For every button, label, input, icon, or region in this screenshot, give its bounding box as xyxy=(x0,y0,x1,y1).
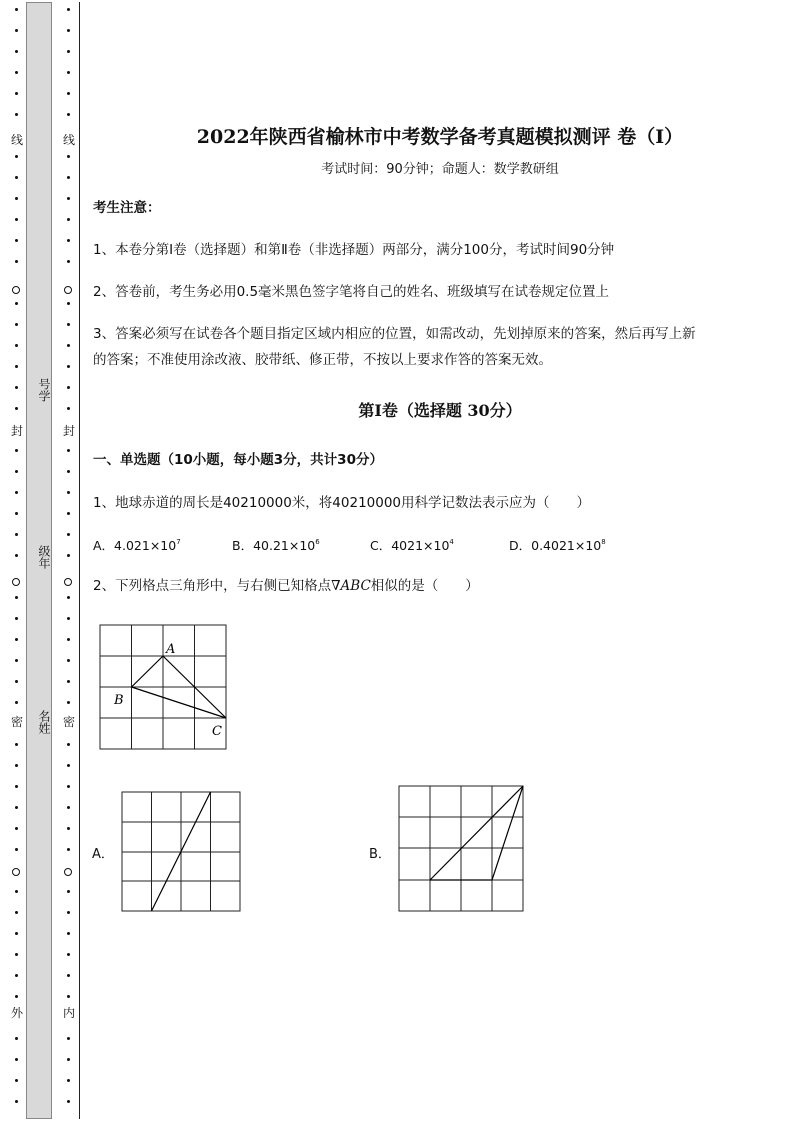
binding-dot xyxy=(15,71,18,74)
binding-dot xyxy=(67,218,70,221)
binding-dot xyxy=(15,449,18,452)
binding-dot xyxy=(67,1079,70,1082)
binding-dot xyxy=(67,1037,70,1040)
binding-line xyxy=(79,2,80,1119)
binding-dot xyxy=(15,8,18,11)
binding-dot xyxy=(67,953,70,956)
binding-dot xyxy=(67,323,70,326)
inner-char-secret: 密 xyxy=(62,715,75,729)
binding-dot xyxy=(15,29,18,32)
exam-subtitle: 考试时间：90分钟；命题人：数学教研组 xyxy=(321,162,559,177)
question-2: 2、下列格点三角形中，与右侧已知格点∇ABC相似的是（ ） xyxy=(93,578,479,594)
binding-dot xyxy=(67,260,70,263)
binding-dot xyxy=(67,470,70,473)
binding-dot xyxy=(67,365,70,368)
binding-dot xyxy=(15,680,18,683)
binding-circle xyxy=(64,578,72,586)
binding-dot xyxy=(67,50,70,53)
binding-dot xyxy=(15,827,18,830)
exam-title: 2022年陕西省榆林市中考数学备考真题模拟测评 卷（Ⅰ） xyxy=(196,126,684,148)
binding-circle xyxy=(12,286,20,294)
binding-dot xyxy=(15,323,18,326)
binding-dot xyxy=(15,92,18,95)
binding-dot xyxy=(67,407,70,410)
binding-circle xyxy=(64,286,72,294)
binding-dot xyxy=(67,533,70,536)
binding-dot xyxy=(15,1058,18,1061)
binding-dot xyxy=(15,1037,18,1040)
student-number-label: 号学 xyxy=(37,378,51,402)
binding-dot xyxy=(67,1100,70,1103)
note-3: 3、答案必须写在试卷各个题目指定区域内相应的位置，如需改动，先划掉原来的答案，然后再写上新 xyxy=(93,326,696,342)
name-label: 名姓 xyxy=(37,710,51,734)
q2-option-a-label[interactable]: A． xyxy=(92,847,114,862)
question-1: 1、地球赤道的周长是40210000米，将40210000用科学记数法表示应为（ ） xyxy=(93,495,591,511)
binding-dot xyxy=(67,659,70,662)
q1-option-b[interactable]: B．$40.21\times 10^6$ xyxy=(232,538,320,553)
binding-circle xyxy=(64,868,72,876)
binding-dot xyxy=(15,596,18,599)
binding-dot xyxy=(15,344,18,347)
binding-dot xyxy=(67,113,70,116)
binding-dot xyxy=(15,659,18,662)
binding-dot xyxy=(67,743,70,746)
binding-dot xyxy=(15,743,18,746)
binding-dot xyxy=(67,785,70,788)
binding-dot xyxy=(15,533,18,536)
binding-dot xyxy=(15,617,18,620)
binding-dot xyxy=(67,764,70,767)
binding-dot xyxy=(15,260,18,263)
binding-dot xyxy=(15,365,18,368)
binding-dot xyxy=(67,638,70,641)
binding-dot xyxy=(15,407,18,410)
inner-dotted-column xyxy=(64,2,74,1119)
outer-dotted-column xyxy=(12,2,22,1119)
binding-dot xyxy=(15,701,18,704)
binding-dot xyxy=(67,995,70,998)
q1-option-a[interactable]: A．$4.021\times 10^7$ xyxy=(93,538,181,553)
q2-option-b-figure[interactable] xyxy=(397,784,525,913)
part-heading: 一、单选题（10小题，每小题3分，共计30分） xyxy=(93,452,383,468)
binding-dot xyxy=(15,764,18,767)
binding-dot xyxy=(67,92,70,95)
class-label: 级年 xyxy=(37,545,51,569)
binding-dot xyxy=(15,932,18,935)
binding-dot xyxy=(67,827,70,830)
binding-dot xyxy=(67,848,70,851)
binding-dot xyxy=(15,785,18,788)
point-c-label: C xyxy=(212,724,222,739)
binding-dot xyxy=(67,806,70,809)
q1-option-c[interactable]: C．$4021\times 10^4$ xyxy=(370,538,454,553)
binding-dot xyxy=(67,974,70,977)
inner-char-seal: 封 xyxy=(62,424,75,438)
binding-dot xyxy=(15,302,18,305)
section-title: 第I卷（选择题 30分） xyxy=(358,401,522,420)
binding-dot xyxy=(15,386,18,389)
binding-dot xyxy=(67,302,70,305)
binding-dot xyxy=(67,512,70,515)
binding-dot xyxy=(67,344,70,347)
binding-dot xyxy=(15,197,18,200)
binding-dot xyxy=(67,155,70,158)
binding-dot xyxy=(15,806,18,809)
binding-dot xyxy=(67,239,70,242)
binding-dot xyxy=(15,176,18,179)
binding-dot xyxy=(15,50,18,53)
binding-dot xyxy=(67,680,70,683)
q1-option-d[interactable]: D．$0.4021\times 10^8$ xyxy=(509,538,606,553)
binding-dot xyxy=(15,974,18,977)
note-2: 2、答卷前，考生务必用0.5毫米黑色签字笔将自己的姓名、班级填写在试卷规定位置上 xyxy=(93,284,610,300)
binding-dot xyxy=(15,512,18,515)
binding-dot xyxy=(15,470,18,473)
binding-dot xyxy=(15,890,18,893)
binding-dot xyxy=(15,638,18,641)
binding-dot xyxy=(67,890,70,893)
point-b-label: B xyxy=(114,693,124,708)
binding-dot xyxy=(15,155,18,158)
binding-dot xyxy=(67,176,70,179)
binding-dot xyxy=(15,239,18,242)
binding-dot xyxy=(15,848,18,851)
outer-char-secret: 密 xyxy=(10,715,23,729)
outer-char-seal: 封 xyxy=(10,424,23,438)
binding-dot xyxy=(15,953,18,956)
binding-dot xyxy=(67,596,70,599)
binding-dot xyxy=(67,386,70,389)
binding-dot xyxy=(15,1079,18,1082)
binding-dot xyxy=(67,491,70,494)
binding-dot xyxy=(15,911,18,914)
binding-dot xyxy=(67,71,70,74)
binding-dot xyxy=(67,617,70,620)
binding-dot xyxy=(15,1100,18,1103)
outer-char-outside: 外 xyxy=(10,1006,23,1020)
binding-circle xyxy=(12,578,20,586)
binding-dot xyxy=(15,491,18,494)
binding-circle xyxy=(12,868,20,876)
binding-dot xyxy=(67,554,70,557)
binding-dot xyxy=(15,554,18,557)
binding-dot xyxy=(15,218,18,221)
binding-dot xyxy=(67,932,70,935)
inner-char-line: 线 xyxy=(62,133,75,147)
binding-dot xyxy=(67,8,70,11)
point-a-label: A xyxy=(166,642,176,657)
binding-dot xyxy=(67,1058,70,1061)
binding-dot xyxy=(67,701,70,704)
binding-dot xyxy=(15,113,18,116)
binding-dot xyxy=(67,197,70,200)
notes-heading: 考生注意： xyxy=(93,200,161,216)
outer-char-line: 线 xyxy=(10,133,23,147)
binding-dot xyxy=(67,29,70,32)
note-3-continued: 的答案；不准使用涂改液、胶带纸、修正带，不按以上要求作答的答案无效。 xyxy=(93,352,552,368)
note-1: 1、本卷分第I卷（选择题）和第Ⅱ卷（非选择题）两部分，满分100分，考试时间90分钟 xyxy=(93,242,615,258)
binding-dot xyxy=(67,449,70,452)
q2-option-a-figure[interactable] xyxy=(120,790,244,914)
q2-option-b-label[interactable]: B． xyxy=(369,847,391,862)
binding-dot xyxy=(15,995,18,998)
inner-char-inside: 内 xyxy=(62,1006,75,1020)
reference-triangle-figure xyxy=(98,620,230,754)
binding-dot xyxy=(67,911,70,914)
